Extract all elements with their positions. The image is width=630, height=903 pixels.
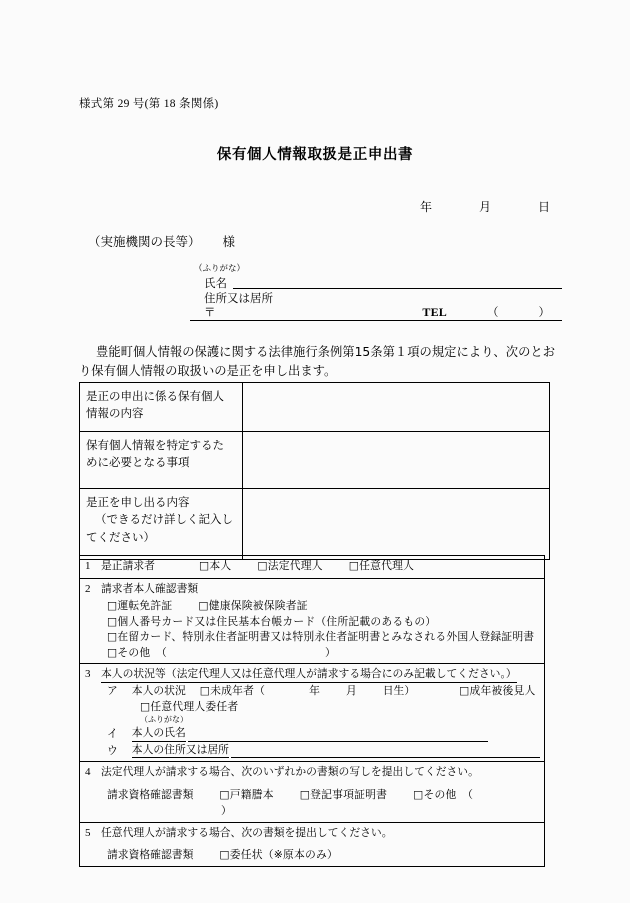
checklist-cell-person-status bbox=[80, 664, 545, 762]
table-row bbox=[80, 432, 550, 489]
label-line-3: てください） bbox=[86, 529, 155, 544]
intro-paragraph bbox=[79, 343, 555, 381]
row4-doc-label: 請求資格確認書類 bbox=[107, 788, 194, 802]
row2-label: 請求者本人確認書類 bbox=[101, 581, 199, 595]
table-row bbox=[80, 383, 550, 432]
person-address-input[interactable] bbox=[231, 745, 540, 758]
row4-other-paren-close: ） bbox=[221, 803, 232, 817]
row2-option-line-4 bbox=[85, 645, 540, 661]
applicant-address-row bbox=[190, 289, 562, 304]
checkbox-mynumber-card[interactable]: □個人番号カード又は住民基本台帳カード（住所記載のあるもの） bbox=[107, 614, 437, 628]
addressee-honorific: 様 bbox=[222, 234, 236, 249]
date-month-label: 月 bbox=[478, 200, 491, 214]
row-value-identify-info[interactable] bbox=[243, 432, 550, 489]
row3-label: 本人の状況等 bbox=[101, 667, 166, 681]
checklist-row-5 bbox=[80, 822, 545, 867]
person-name-input[interactable] bbox=[188, 729, 488, 742]
applicant-furigana-label: （ふりがな） bbox=[194, 264, 246, 274]
row-number: 1 bbox=[85, 560, 91, 572]
checkbox-health-insurance[interactable]: □健康保険被保険者証 bbox=[198, 598, 308, 612]
row1-label: 是正請求者 bbox=[101, 559, 155, 572]
checkbox-family-register[interactable]: □戸籍謄本 bbox=[219, 788, 274, 802]
label-line-1: 是正の申出に係る保有個人 bbox=[86, 389, 224, 403]
date-day-label: 日 bbox=[537, 200, 550, 214]
row4-options bbox=[85, 781, 540, 818]
checkbox-other-qualification-doc[interactable]: □その他 （ bbox=[413, 788, 474, 802]
applicant-name-label: 氏名 bbox=[204, 276, 227, 291]
row2-option-line-2 bbox=[85, 614, 540, 630]
minor-birth-month: 月 bbox=[345, 684, 357, 698]
row-number: 3 bbox=[85, 668, 91, 681]
row3-label-note: （法定代理人又は任意代理人が請求する場合にのみ記載してください。） bbox=[165, 667, 517, 681]
label-line-1: 是正を申し出る内容 bbox=[86, 495, 190, 509]
row-number: 4 bbox=[85, 766, 91, 779]
applicant-address-input[interactable] bbox=[279, 291, 562, 304]
intro-line-1: 豊能町個人情報の保護に関する法律施行条例第15条第１項の規定により、次 bbox=[96, 345, 519, 359]
label-line-2: めに必要となる事項 bbox=[86, 455, 190, 470]
row3-item-i bbox=[85, 725, 540, 742]
row3-label-group bbox=[101, 666, 517, 683]
item-a-marker: ア bbox=[107, 684, 118, 698]
row2-option-line-3 bbox=[85, 629, 540, 645]
checkbox-drivers-license[interactable]: □運転免許証 bbox=[107, 598, 173, 612]
row5-doc-label: 請求資格確認書類 bbox=[107, 848, 194, 862]
tel-paren-close: ） bbox=[538, 305, 550, 320]
checklist-row-4 bbox=[80, 762, 545, 822]
label-line-2: 情報の内容 bbox=[86, 406, 144, 421]
item-u-label: 本人の住所又は居所 bbox=[132, 742, 229, 759]
row-value-correction-request[interactable] bbox=[243, 489, 550, 560]
content-table bbox=[79, 382, 550, 560]
checkbox-adult-ward[interactable]: □成年被後見人 bbox=[459, 684, 536, 698]
row4-label: 法定代理人が請求する場合、次のいずれかの書類の写しを提出してください。 bbox=[101, 765, 479, 779]
applicant-name-row bbox=[190, 274, 562, 289]
checklist-table bbox=[79, 555, 545, 867]
row3-furigana-label: （ふりがな） bbox=[140, 714, 188, 724]
date-line bbox=[420, 198, 550, 215]
applicant-block bbox=[190, 265, 562, 321]
row2-option-line-1 bbox=[85, 598, 540, 614]
applicant-name-input[interactable] bbox=[233, 275, 562, 289]
checkbox-registry-certificate[interactable]: □登記事項証明書 bbox=[299, 788, 388, 802]
applicant-address-label: 住所又は居所 bbox=[204, 291, 273, 306]
row-number: 2 bbox=[85, 582, 91, 595]
row-label-identify-info bbox=[80, 432, 243, 489]
row3-item-a-opt3 bbox=[85, 699, 540, 715]
checkbox-voluntary-delegator[interactable]: □任意代理人委任者 bbox=[140, 700, 239, 714]
row3-item-a bbox=[85, 683, 540, 699]
checkbox-minor[interactable]: □未成年者（ bbox=[199, 684, 266, 698]
applicant-zip-tel-row bbox=[190, 304, 562, 321]
checklist-row-3 bbox=[80, 664, 545, 762]
item-a-label: 本人の状況 bbox=[131, 684, 186, 698]
form-number: 様式第 29 号(第 18 条関係) bbox=[79, 98, 219, 110]
minor-birth-year: 年 bbox=[309, 684, 320, 698]
checkbox-legal-representative[interactable]: □法定代理人 bbox=[257, 559, 323, 572]
row-label-correction-request bbox=[80, 489, 243, 560]
row-number: 5 bbox=[85, 826, 91, 839]
row3-item-u bbox=[85, 742, 540, 759]
checkbox-voluntary-representative[interactable]: □任意代理人 bbox=[348, 559, 415, 572]
checklist-cell-voluntary-rep-docs bbox=[80, 822, 545, 867]
intro-line-2: のとおり保有個人情報の取扱いの是正を申し出ます。 bbox=[79, 345, 555, 379]
row-label-correction-content bbox=[80, 383, 243, 432]
item-u-marker: ウ bbox=[107, 743, 118, 757]
page-title: 保有個人情報取扱是正申出書 bbox=[216, 147, 414, 163]
row-value-correction-content[interactable] bbox=[243, 383, 550, 432]
checklist-row-1 bbox=[80, 556, 545, 579]
minor-birth-day: 日生） bbox=[382, 684, 416, 698]
addressee-organization: （実施機関の長等） bbox=[88, 234, 201, 249]
item-i-label: 本人の氏名 bbox=[132, 725, 186, 742]
checklist-cell-identity-docs bbox=[80, 578, 545, 664]
addressee bbox=[88, 232, 235, 250]
checkbox-other-doc[interactable]: □その他 （ bbox=[107, 645, 167, 659]
label-line-1: 保有個人情報を特定するた bbox=[86, 438, 224, 452]
row2-other-paren-close: ） bbox=[325, 645, 336, 659]
checkbox-power-of-attorney[interactable]: □委任状（※原本のみ） bbox=[219, 848, 338, 862]
checklist-cell-legal-rep-docs bbox=[80, 762, 545, 822]
tel-paren-open: （ bbox=[487, 305, 499, 320]
item-i-marker: イ bbox=[107, 727, 118, 741]
row5-label: 任意代理人が請求する場合、次の書類を提出してください。 bbox=[101, 825, 393, 839]
postal-mark-icon: 〒 bbox=[204, 305, 216, 320]
label-line-2: （できるだけ詳しく記入し bbox=[95, 512, 233, 527]
tel-label: TEL bbox=[422, 305, 447, 320]
table-row bbox=[80, 489, 550, 560]
checklist-cell-requester bbox=[80, 556, 545, 579]
row5-options bbox=[85, 841, 540, 863]
checkbox-self[interactable]: □本人 bbox=[198, 559, 232, 572]
checklist-row-2 bbox=[80, 578, 545, 664]
checkbox-residence-card[interactable]: □在留カード、特別永住者証明書又は特別永住者証明書とみなされる外国人登録証明書 bbox=[107, 630, 535, 644]
date-year-label: 年 bbox=[420, 200, 433, 214]
